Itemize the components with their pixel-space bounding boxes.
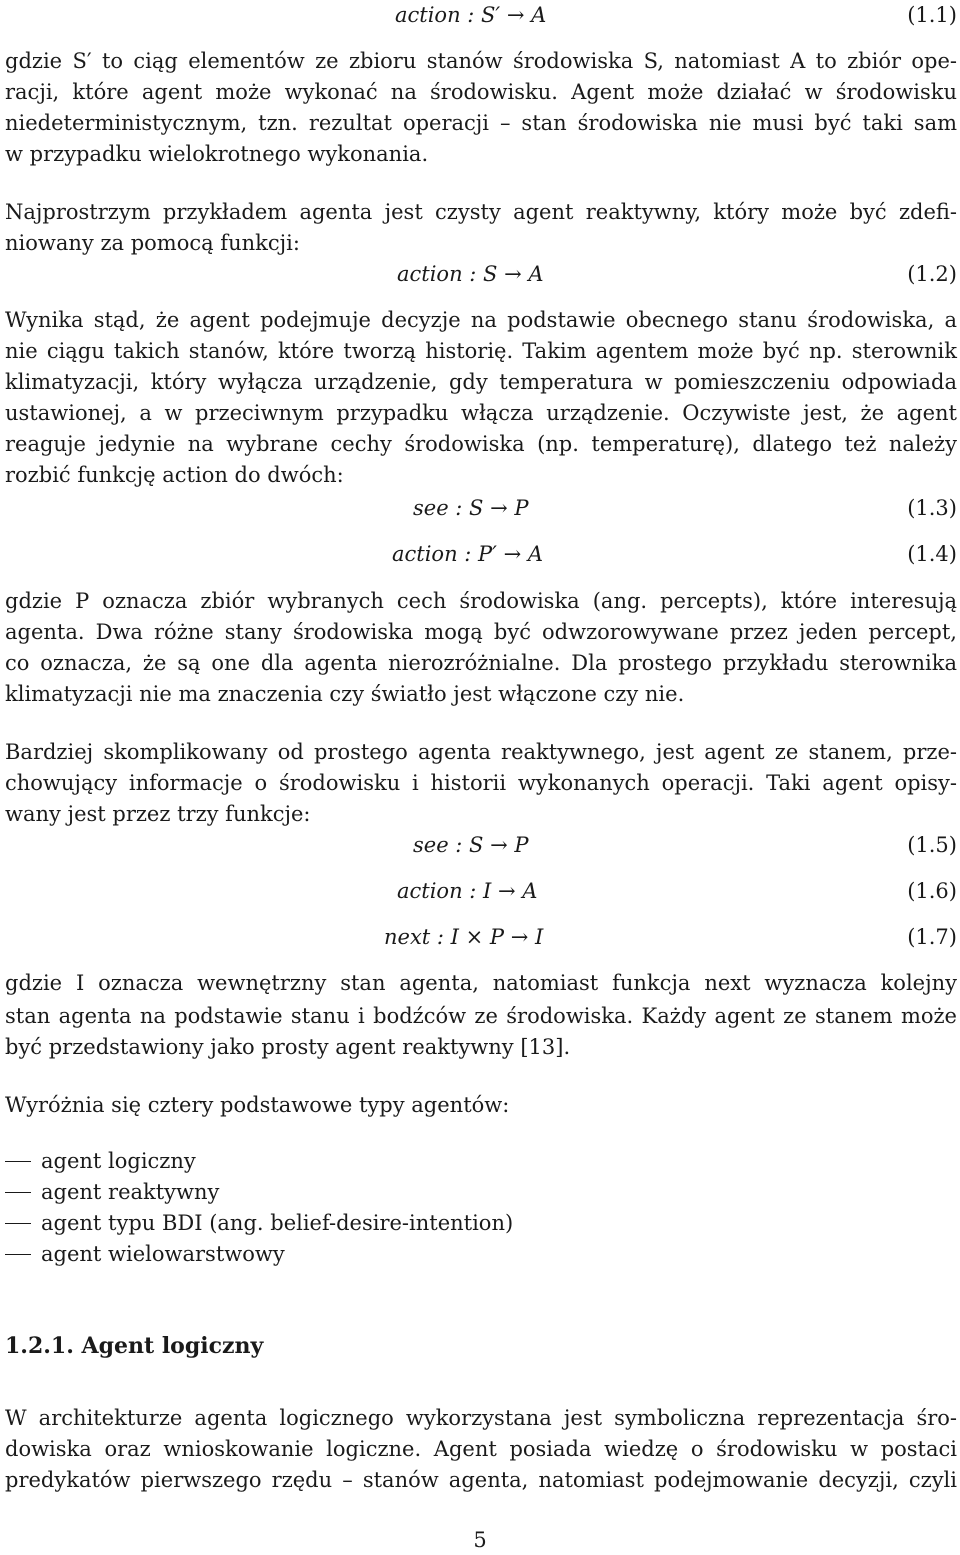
equation-expression: see : S → P [413,496,529,520]
equation-expression: action : P′ → A [392,542,544,566]
paragraph-1-line-1: gdzie S′ to ciąg elementów ze zbioru stanów środowiska S, natomiast A to zbiór ope- [5,49,957,73]
paragraph-2-line-2: niowany za pomocą funkcji: [5,231,300,255]
list-item-text: agent typu BDI (ang. belief-desire-intention) [41,1211,514,1235]
equation-expression: next : I × P → I [384,925,544,949]
paragraph-3-line-5: reaguje jedynie na wybrane cechy środowiska (np. temperaturę), dlatego też należy [5,432,957,456]
equation-number: (1.1) [907,3,957,27]
list-item-text: agent wielowarstwowy [41,1242,285,1266]
equation-number: (1.3) [907,496,957,520]
paragraph-8-line-1: W architekturze agenta logicznego wykorzystana jest symboliczna reprezentacja śro- [5,1406,957,1430]
equation-number: (1.6) [907,879,957,903]
list-item [5,1177,219,1207]
paragraph-3-line-2: nie ciągu takich stanów, które tworzą historię. Takim agentem może być np. sterownik [5,339,957,363]
paragraph-6-line-2: stan agenta na podstawie stanu i bodźców ze środowiska. Każdy agent ze stanem może [5,1004,957,1028]
equation-number: (1.4) [907,542,957,566]
list-item-text: agent logiczny [41,1149,196,1173]
paragraph-6-line-3: być przedstawiony jako prosty agent reaktywny [13]. [5,1035,571,1059]
section-heading: 1.2.1. Agent logiczny [5,1333,264,1359]
paragraph-3-line-1: Wynika stąd, że agent podejmuje decyzje na podstawie obecnego stanu środowiska, a [5,308,957,332]
paragraph-4-line-1: gdzie P oznacza zbiór wybranych cech środowiska (ang. percepts), które interesują [5,589,957,613]
paragraph-6-line-1: gdzie I oznacza wewnętrzny stan agenta, natomiast funkcja next wyznacza kolejny [5,971,957,995]
list-item [5,1146,196,1176]
paragraph-7: Wyróżnia się cztery podstawowe typy agentów: [5,1093,510,1117]
paragraph-2-line-1: Najprostrzym przykładem agenta jest czysty agent reaktywny, który może być zdefi- [5,200,957,224]
paragraph-3-line-4: ustawionej, a w przeciwnym przypadku włącza urządzenie. Oczywiste jest, że agent [5,401,957,425]
equation-expression: see : S → P [413,833,529,857]
paragraph-5-line-3: wany jest przez trzy funkcje: [5,802,311,826]
equation-expression: action : S → A [397,262,544,286]
equation-number: (1.5) [907,833,957,857]
equation-expression: action : S′ → A [395,3,547,27]
dash-bullet-icon [5,1192,31,1193]
list-item [5,1208,513,1238]
paragraph-4-line-3: co oznacza, że są one dla agenta nierozróżnialne. Dla prostego przykładu sterownika [5,651,957,675]
dash-bullet-icon [5,1254,31,1255]
list-item [5,1239,285,1269]
paragraph-1-line-2: racji, które agent może wykonać na środowisku. Agent może działać w środowisku [5,80,957,104]
paragraph-8-line-3: predykatów pierwszego rzędu – stanów agenta, natomiast podejmowanie decyzji, czyli [5,1468,957,1492]
paragraph-5-line-1: Bardziej skomplikowany od prostego agenta reaktywnego, jest agent ze stanem, prze- [5,740,957,764]
paragraph-4-line-4: klimatyzacji nie ma znaczenia czy światło jest włączone czy nie. [5,682,685,706]
page-number: 5 [473,1528,487,1552]
equation-number: (1.2) [907,262,957,286]
equation-expression: action : I → A [397,879,538,903]
paragraph-1-line-4: w przypadku wielokrotnego wykonania. [5,142,429,166]
paragraph-4-line-2: agenta. Dwa różne stany środowiska mogą być odwzorowywane przez jeden percept, [5,620,957,644]
dash-bullet-icon [5,1161,31,1162]
paragraph-5-line-2: chowujący informacje o środowisku i historii wykonanych operacji. Taki agent opisy- [5,771,957,795]
paragraph-3-line-6: rozbić funkcję action do dwóch: [5,463,344,487]
dash-bullet-icon [5,1223,31,1224]
paragraph-8-line-2: dowiska oraz wnioskowanie logiczne. Agent posiada wiedzę o środowisku w postaci [5,1437,957,1461]
paragraph-3-line-3: klimatyzacji, który wyłącza urządzenie, gdy temperatura w pomieszczeniu odpowiada [5,370,957,394]
equation-number: (1.7) [907,925,957,949]
paragraph-1-line-3: niedeterministycznym, tzn. rezultat operacji – stan środowiska nie musi być taki sam [5,111,957,135]
list-item-text: agent reaktywny [41,1180,220,1204]
